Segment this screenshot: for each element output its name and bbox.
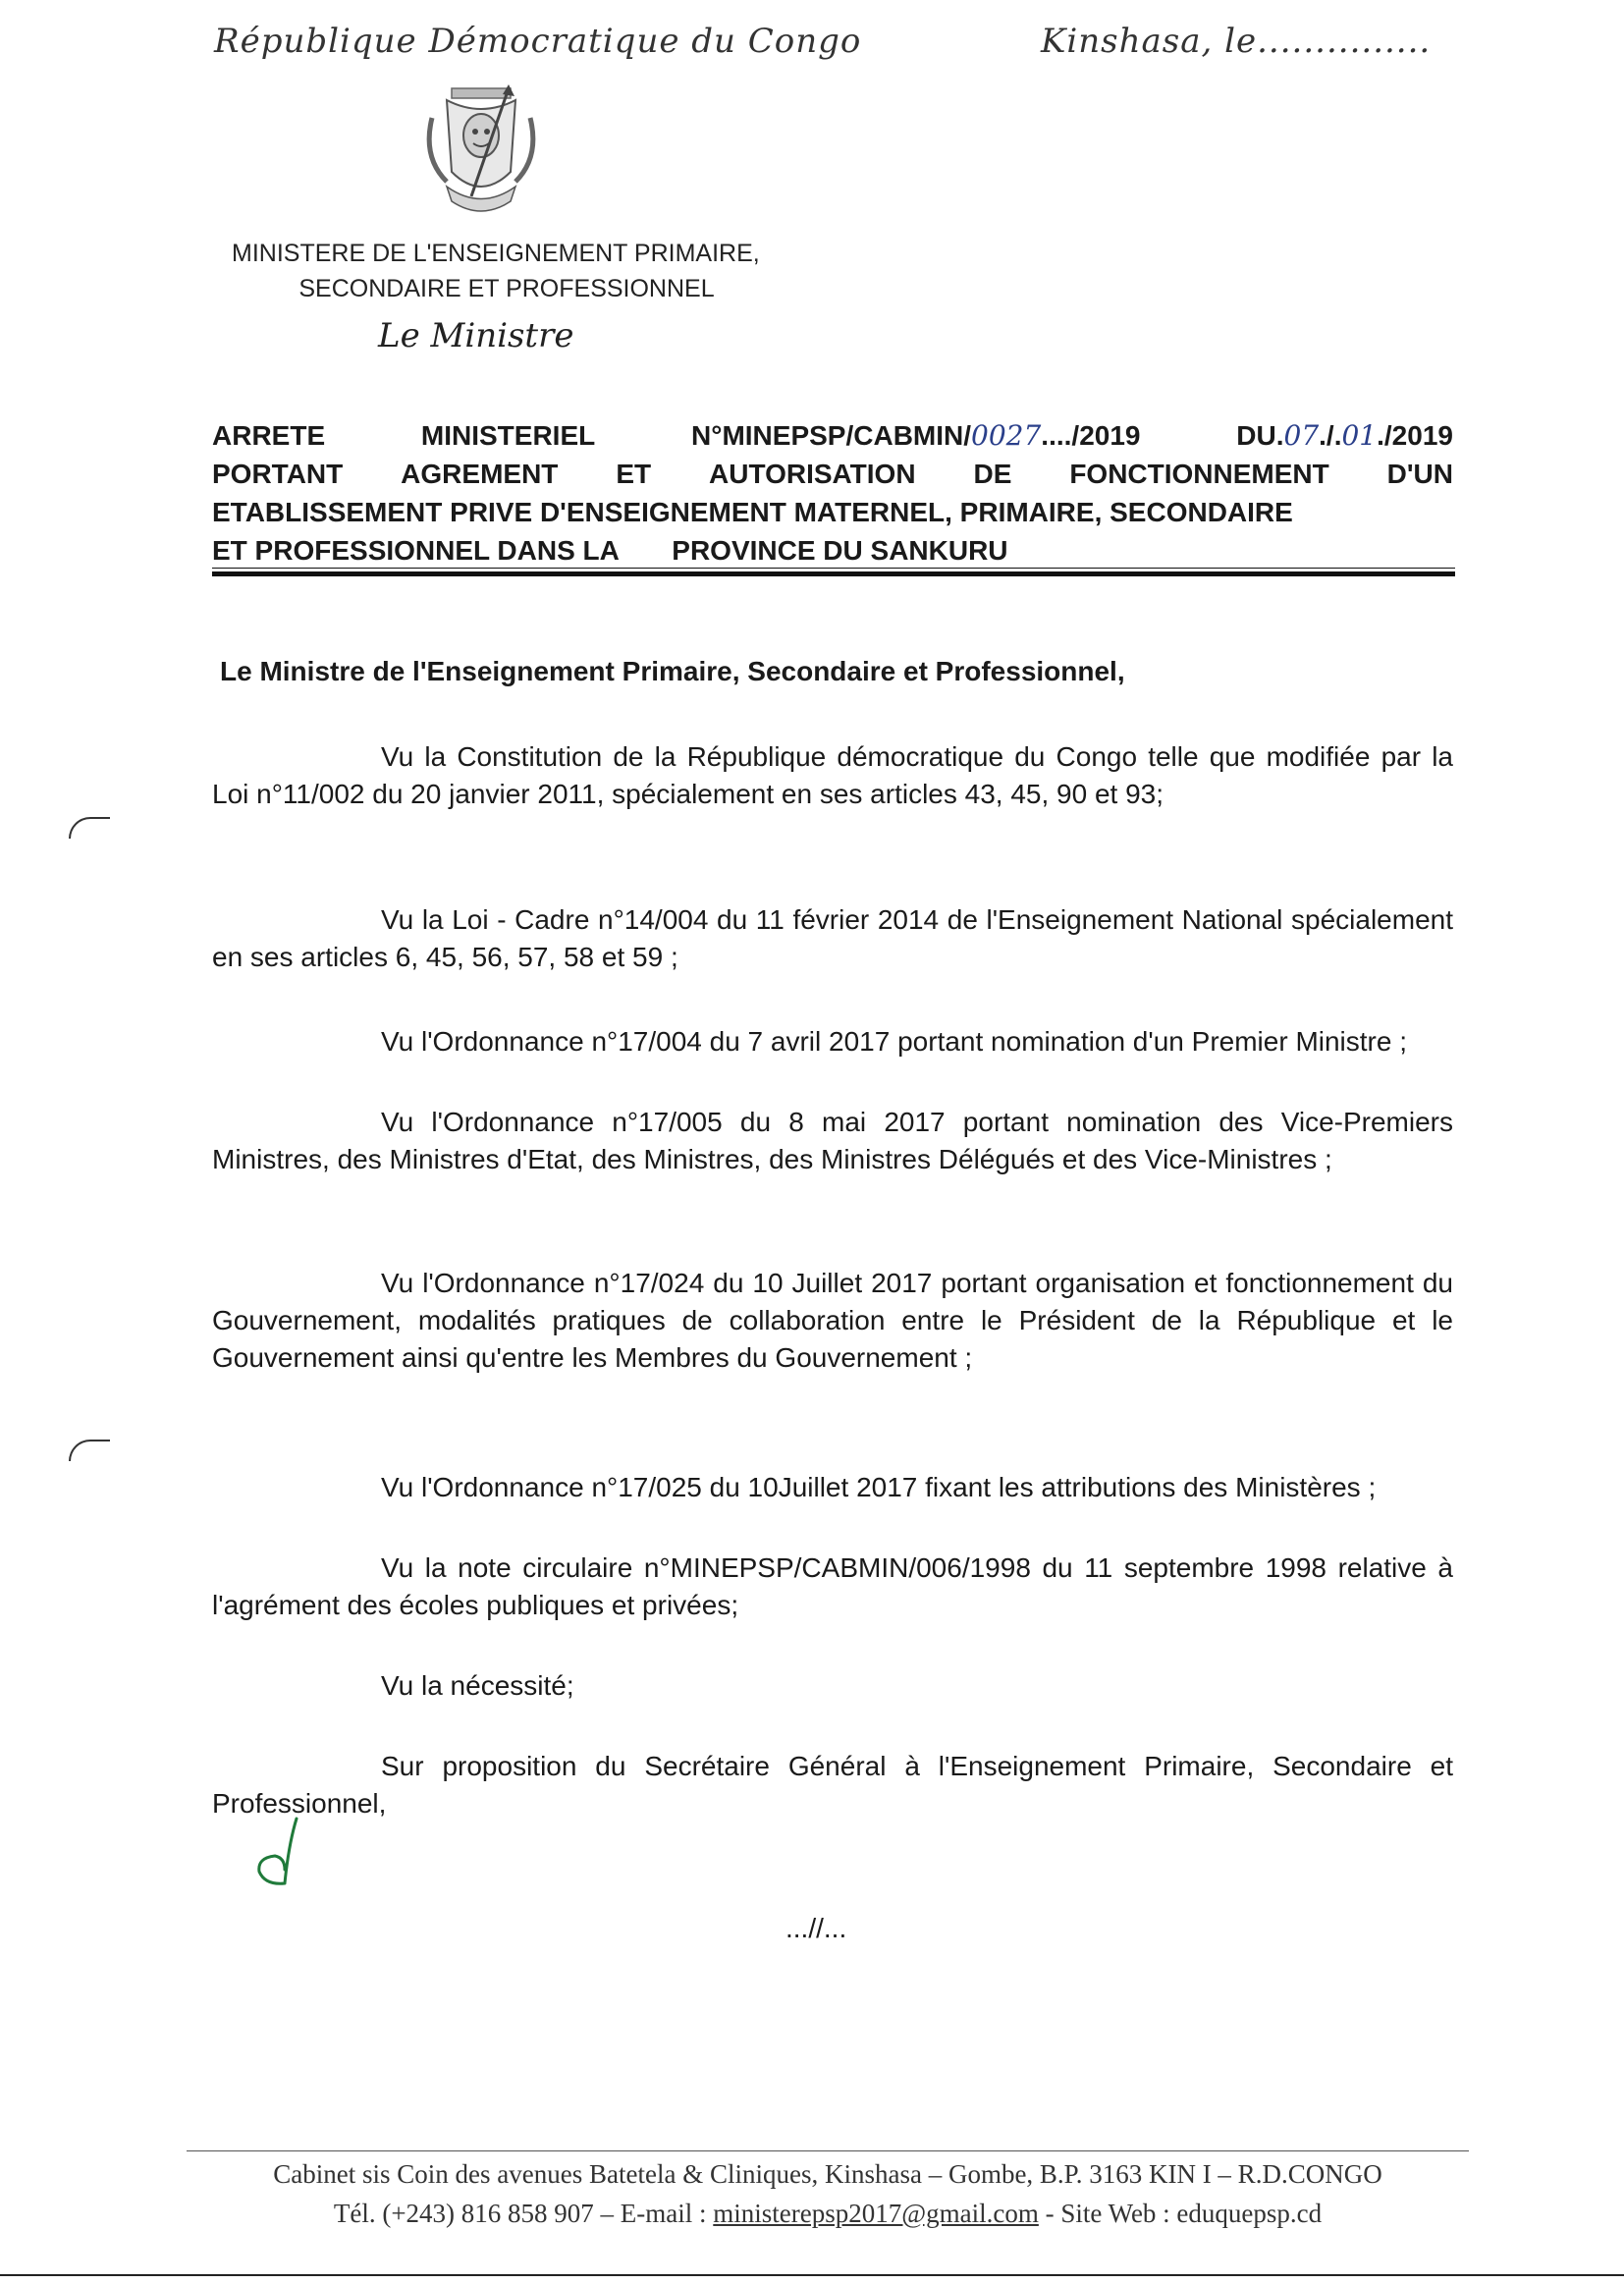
title-word: FONCTIONNEMENT: [1069, 459, 1329, 489]
paragraph: Vu l'Ordonnance n°17/004 du 7 avril 2017 portant nomination d'un Premier Ministre ;: [381, 1026, 1408, 1057]
email-link[interactable]: ministerepsp2017@gmail.com: [713, 2199, 1039, 2228]
title-word: AUTORISATION: [709, 459, 916, 489]
coat-of-arms-emblem: [412, 79, 550, 226]
page-edge-line: [0, 2274, 1624, 2276]
footer-rule: [187, 2150, 1469, 2151]
title-underline: [212, 571, 1455, 576]
handwritten-initial: [245, 1815, 324, 1893]
paragraph: Vu l'Ordonnance n°17/024 du 10 Juillet 2017 portant organisation et fonctionnement du Gouvernement, modalités pratiques de collaboration entre le Président de la République et le Gouvernement ainsi qu'entre les Membres du Gouvernement ;: [212, 1268, 1453, 1373]
decree-number: N°MINEPSP/CABMIN/0027..../2019: [691, 419, 1141, 452]
ministry-block: [232, 236, 782, 306]
footer-contact: Tél. (+243) 816 858 907 – E-mail : ministerepsp2017@gmail.com - Site Web : eduquepsp.cd: [333, 2199, 1323, 2228]
paragraph: Vu la note circulaire n°MINEPSP/CABMIN/006/1998 du 11 septembre 1998 relative à l'agrément des écoles publiques et privées;: [212, 1552, 1453, 1620]
paragraph: Vu la Constitution de la République démocratique du Congo telle que modifiée par la Loi n°11/002 du 20 janvier 2011, spécialement en ses articles 43, 45, 90 et 93;: [212, 741, 1453, 809]
intro-line: Le Ministre de l'Enseignement Primaire, Secondaire et Professionnel,: [220, 656, 1125, 686]
title-word: ET: [616, 459, 652, 489]
handwritten-day: 07: [1283, 419, 1320, 452]
title-line-4: ET PROFESSIONNEL DANS LA PROVINCE DU SANKURU: [212, 535, 1008, 566]
title-line-2: [212, 455, 1453, 493]
title-word: D'UN: [1386, 459, 1453, 489]
title-line-3: ETABLISSEMENT PRIVE D'ENSEIGNEMENT MATERNEL, PRIMAIRE, SECONDAIRE: [212, 497, 1293, 527]
handwritten-month: 01: [1341, 419, 1378, 452]
punch-hole-mark: [69, 817, 110, 839]
title-underline-thin: [212, 568, 1455, 569]
decree-title: [212, 416, 1453, 570]
place-date: Kinshasa, le...............: [1041, 22, 1432, 61]
title-word: PORTANT: [212, 459, 344, 489]
paragraph: Vu la nécessité;: [381, 1670, 574, 1701]
decree-date: DU.07./.01./2019: [1236, 419, 1453, 452]
signatory-title: Le Ministre: [378, 316, 574, 355]
footer-address: Cabinet sis Coin des avenues Batetela & Cliniques, Kinshasa – Gombe, B.P. 3163 KIN I – R.D.CONGO: [273, 2159, 1382, 2189]
paragraph: Sur proposition du Secrétaire Général à l'Enseignement Primaire, Secondaire et Professionnel,: [212, 1751, 1453, 1819]
paragraph: Vu l'Ordonnance n°17/005 du 8 mai 2017 portant nomination des Vice-Premiers Ministres, des Ministres d'Etat, des Ministres, des Ministres Délégués et des Vice-Ministres ;: [212, 1107, 1453, 1174]
ministry-line-1: MINISTERE DE L'ENSEIGNEMENT PRIMAIRE,: [232, 240, 760, 267]
title-word: AGREMENT: [401, 459, 559, 489]
paragraph: Vu l'Ordonnance n°17/025 du 10Juillet 2017 fixant les attributions des Ministères ;: [381, 1472, 1377, 1502]
title-word: DE: [973, 459, 1012, 489]
footer: [187, 2154, 1469, 2233]
paragraph: Vu la Loi - Cadre n°14/004 du 11 février 2014 de l'Enseignement National spécialement en ses articles 6, 45, 56, 57, 58 et 59 ;: [212, 904, 1453, 972]
punch-hole-mark: [69, 1440, 110, 1461]
continuation-mark: ...//...: [785, 1913, 847, 1943]
title-word: MINISTERIEL: [420, 420, 596, 451]
title-word: ARRETE: [212, 420, 326, 451]
ministry-line-2: SECONDAIRE ET PROFESSIONNEL: [298, 275, 715, 302]
handwritten-number: 0027: [971, 419, 1042, 452]
title-line-1: [212, 416, 1453, 455]
country-header: République Démocratique du Congo: [214, 22, 862, 61]
